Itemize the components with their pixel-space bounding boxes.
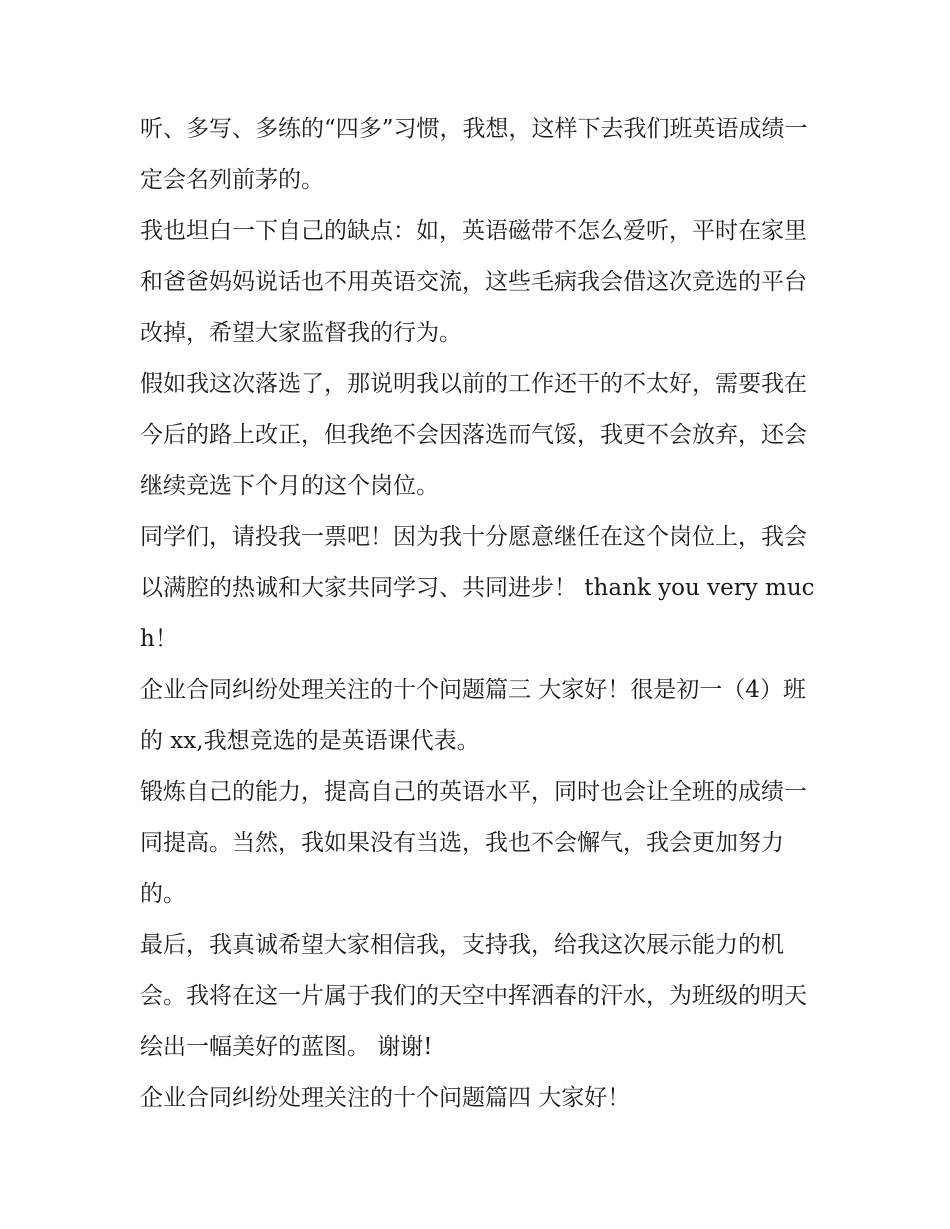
- paragraph: 企业合同纠纷处理关注的十个问题篇三 大家好！很是初一（4）班的 xx,我想竞选的是英语课代表。: [140, 677, 806, 754]
- paragraph: 听、多写、多练的“四多”习惯，我想，这样下去我们班英语成绩一定会名列前茅的。: [140, 116, 808, 193]
- paragraph: 锻炼自己的能力，提高自己的英语水平，同时也会让全班的成绩一同提高。当然，我如果没有当选，我也不会懈气，我会更加努力的。: [140, 779, 807, 907]
- paragraph: 我也坦白一下自己的缺点：如，英语磁带不怎么爱听，平时在家里和爸爸妈妈说话也不用英语交流，这些毛病我会借这次竞选的平台改掉，希望大家监督我的行为。: [140, 218, 807, 346]
- document-body: [140, 104, 815, 1124]
- paragraph: 最后，我真诚希望大家相信我，支持我，给我这次展示能力的机会。我将在这一片属于我们的天空中挥洒春的汗水，为班级的明天绘出一幅美好的蓝图。 谢谢!: [140, 932, 807, 1060]
- paragraph: 假如我这次落选了，那说明我以前的工作还干的不太好，需要我在今后的路上改正，但我绝不会因落选而气馁，我更不会放弃，还会继续竞选下个月的这个岗位。: [140, 371, 807, 499]
- paragraph: 企业合同纠纷处理关注的十个问题篇四 大家好！: [140, 1085, 631, 1111]
- paragraph: 同学们，请投我一票吧！因为我十分愿意继任在这个岗位上，我会以满腔的热诚和大家共同学习、共同进步！ thank you very much！: [140, 524, 815, 652]
